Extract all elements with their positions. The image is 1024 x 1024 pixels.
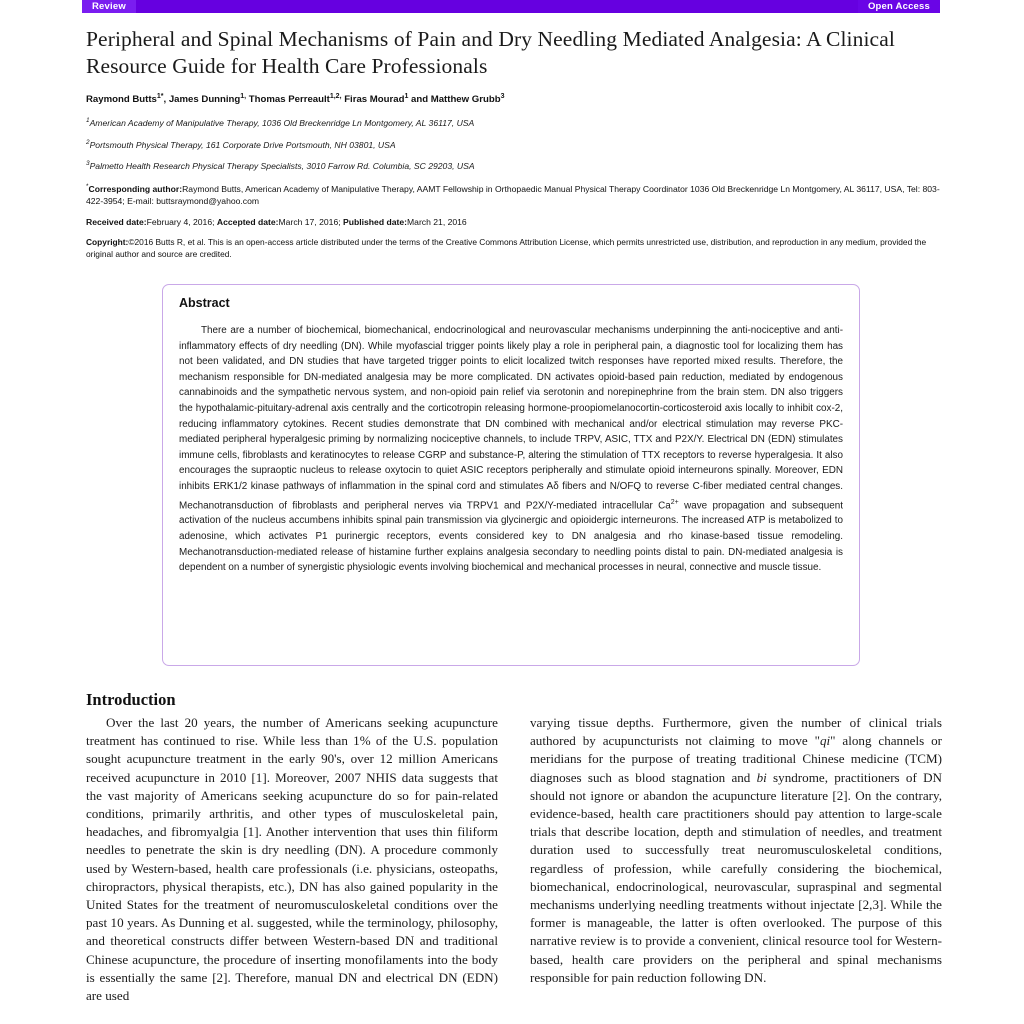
journal-banner [82,0,940,13]
published-value: March 21, 2016 [407,216,467,227]
affiliation-3: $^3$Palmetto Health Research Physical Therapy Specialists, 3010 Farrow Rd. Columbia, SC 29203, USA [86,159,475,171]
publication-dates [86,216,942,229]
copyright-label: Copyright: [86,237,129,248]
affiliation-2: $^2$Portsmouth Physical Therapy, 161 Corporate Drive Portsmouth, NH 03801, USA [86,138,396,150]
corresponding-label: Corresponding author: [88,183,183,194]
received-label: Received date: [86,216,147,227]
body-column-left [86,714,498,1024]
page-title: Peripheral and Spinal Mechanisms of Pain and Dry Needling Mediated Analgesia: A Clinical Resource Guide for Health Care Professionals [86,27,895,78]
corresponding-author [86,181,942,208]
received-value: February 4, 2016; [146,216,215,227]
copyright-notice [86,236,942,260]
corresponding-text: Raymond Butts, American Academy of Manipulative Therapy, AAMT Fellowship in Orthopaedic Manual Physical Therapy Coordinator 1036 Old Breckenridge Ln Montgomery, AL 36117, USA, Tel: 803-422-3954; E-mail: buttsraymond@yahoo.com [86,183,940,207]
article-header [86,26,942,260]
abstract-body: There are a number of biochemical, biomechanical, endocrinological and neurovascular mechanisms underpinning the anti-nociceptive and anti-inflammatory effects of dry needling (DN). While myofascial trigger points likely play a role in peripheral pain, a diagnostic tool for localizing them has not been validated, and DN studies that have targeted trigger points to elicit localized twitch responses have reported mixed results. Therefore, the mechanism responsible for DN-mediated analgesia may be more complicated. DN activates opioid-based pain reduction, mediated by endogenous cannabinoids and the sympathetic nervous system, and non-opioid pain relief via serotonin and norepinephrine from the brain stem. DN also triggers the hypothalamic-pituitary-adrenal axis centrally and the corticotropin releasing hormone-proopiomelanocortin-corticosteroid axis locally to inhibit cox-2, reducing inflammatory cytokines. Recent studies demonstrate that DN combined with mechanical and/or electrical stimulation may reverse PKC-mediated peripheral hyperalgesic priming by normalizing nociceptive channels, to include TRPV, ASIC, TTX and P2X/Y. Electrical DN (EDN) stimulates immune cells, fibroblasts and keratinocytes to release CGRP and substance-P, altering the stimulation of TTX receptors to reverse hyperalgesia. It also encourages the supraoptic nucleus to release oxytocin to quiet ASIC receptors peripherally and stimulate opioid interneurons spinally. Moreover, EDN inhibits ERK1/2 kinase pathways of inflammation in the spinal cord and stimulates Aδ fibers and N/OFQ to reverse C-fiber mediated central changes. Mechanotransduction of fibroblasts and peripheral nerves via TRPV1 and P2X/Y-mediated intracellular $Ca^{2+}$ wave propagation and subsequent activation of the nucleus accumbens inhibits spinal pain transmission via glycinergic and opioidergic interneurons. The increased ATP is metabolized to adenosine, which activates P1 purinergic receptors, events considered key to DN analgesia and rho kinase-based tissue remodeling. Mechanotransduction-mediated release of histamine further explains analgesia secondary to needling points distal to pain. DN-mediated analgesia is dependent on a number of synergistic physiologic events involving biochemical and mechanical processes in neural, connective and muscle tissue. [179,325,843,574]
body-columns [86,714,942,1024]
author-list: Raymond Butts$^{1*}$, James Dunning$^{1,}$ Thomas Perreault$^{1,2,}$ Firas Mourad$^1$ and Matthew Grubb$^3$ [86,93,505,106]
open-access-tag: Open Access [858,0,940,13]
accepted-value: March 17, 2016; [278,216,341,227]
corresponding-marker: * [86,182,89,190]
abstract-heading: Abstract [179,296,230,310]
published-label: Published date: [343,216,407,227]
right-column-paragraph: varying tissue depths. Furthermore, given the number of clinical trials authored by acupuncturists not claiming to move "qi" along channels or meridians for the purpose of treating traditional Chinese medicine (TCM) diagnoses such as blood stagnation and bi syndrome, practitioners of DN should not ignore or abandon the acupuncture literature [2]. On the contrary, evidence-based, health care practitioners should pay attention to large-scale trials that describe location, depth and stimulation of needles, and treatment duration used to successfully treat neuromusculoskeletal conditions, regardless of profession, while carefully considering the biochemical, biomechanical, endocrinological, neurovascular, supraspinal and segmental mechanisms underlying needling treatments without injectate [2,3]. While the former is manageable, the latter is often overlooked. The purpose of this narrative review is to provide a convenient, clinical resource tool for Western-based, health care providers on the peripheral and spinal mechanisms responsible for pain reduction following DN. [530,715,942,985]
section-heading-introduction: Introduction [86,690,176,709]
accepted-label: Accepted date: [216,216,279,227]
affiliation-1: $^1$American Academy of Manipulative Therapy, 1036 Old Breckenridge Ln Montgomery, AL 36117, USA [86,117,475,129]
left-column-paragraph: Over the last 20 years, the number of Americans seeking acupuncture treatment has continued to rise. While less than 1% of the U.S. population sought acupuncture treatment in the early 90's, over 12 million Americans received acupuncture in 2010 [1]. Moreover, 2007 NHIS data suggests that the vast majority of Americans seeking acupuncture do so for pain-related conditions, primarily arthritis, and other types of musculoskeletal pain, headaches, and fibromyalgia [1]. Another intervention that uses thin filiform needles to penetrate the skin is dry needling (DN). A procedure commonly used by Western-based, health care professionals (i.e. physicians, osteopaths, chiropractors, physical therapists, etc.), DN has also gained popularity in the United States for the treatment of neuromusculoskeletal conditions over the past 10 years. As Dunning et al. suggested, while the terminology, philosophy, and theoretical constructs differ between Western-based DN and traditional Chinese acupuncture, the procedure of inserting monofilaments into the body is essentially the same [2]. Therefore, manual DN and electrical DN (EDN) are used [86,715,498,1004]
copyright-text: ©2016 Butts R, et al. This is an open-access article distributed under the terms of the Creative Commons Attribution License, which permits unrestricted use, distribution, and reproduction in any medium, provided the original author and source are credited. [86,237,927,260]
body-column-right [530,714,942,1024]
article-type-tag: Review [82,0,136,13]
abstract-box [162,284,860,666]
